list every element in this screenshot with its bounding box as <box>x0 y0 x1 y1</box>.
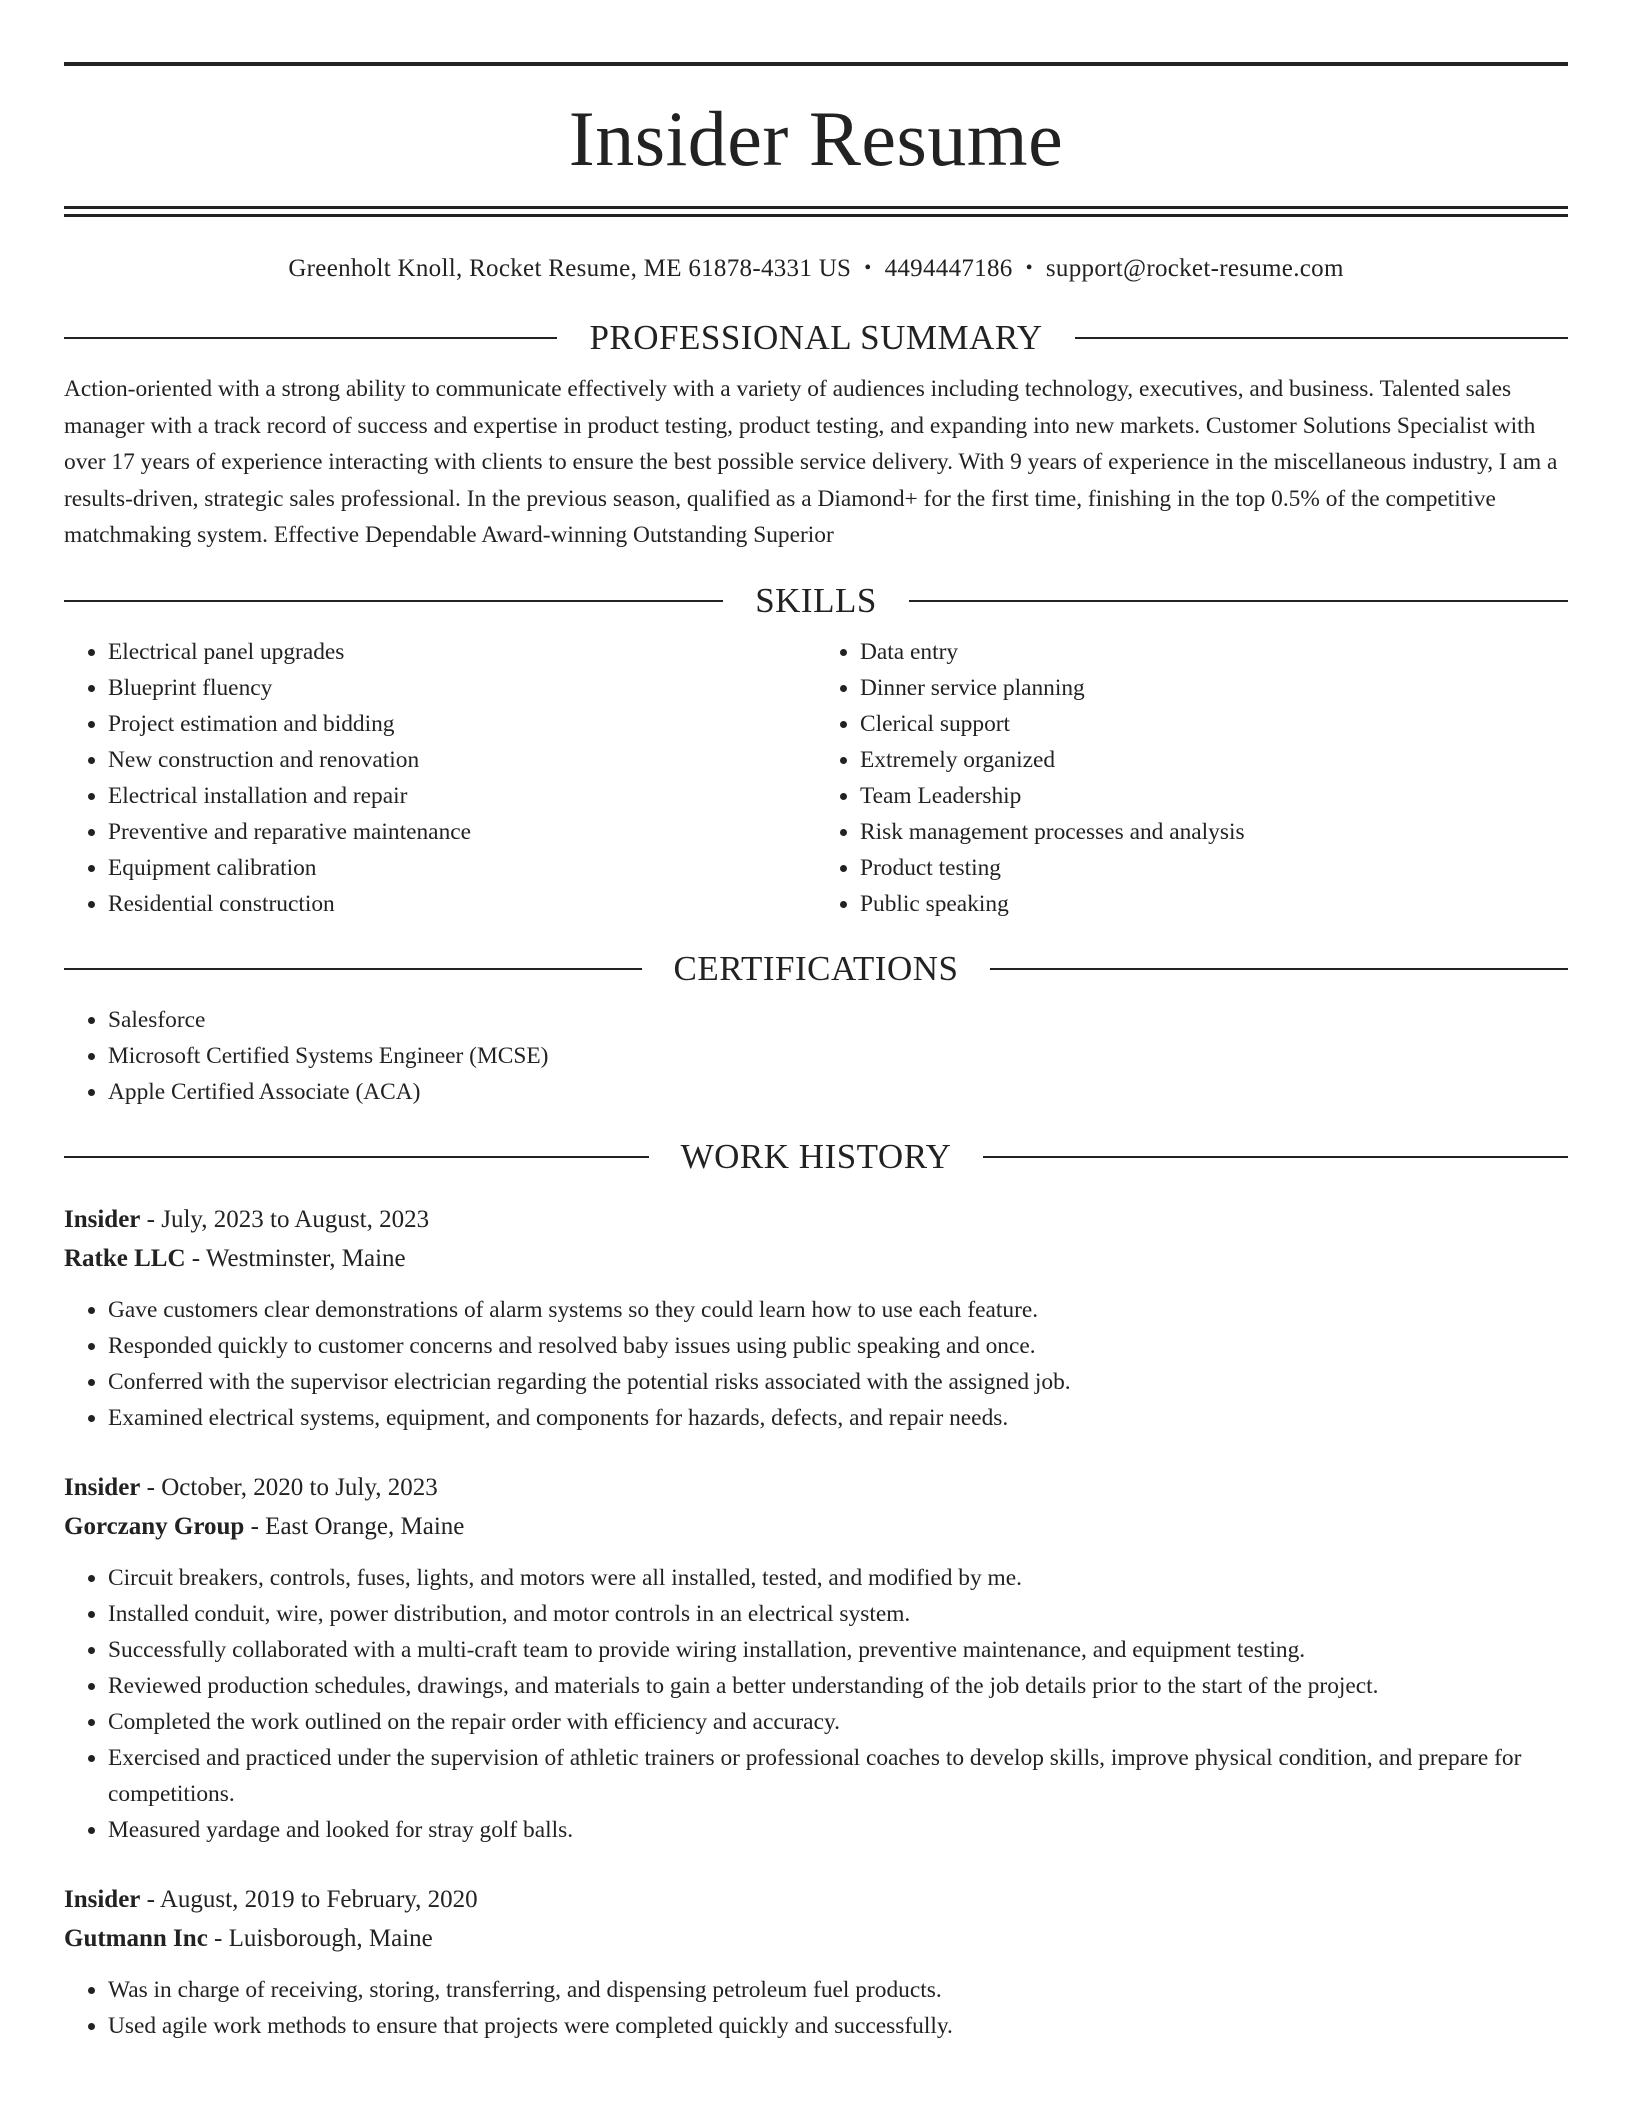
job-company-line <box>64 1239 1568 1278</box>
skill-item: • Extremely organized <box>860 742 1568 778</box>
job-company-line <box>64 1507 1568 1546</box>
section-title: SKILLS <box>755 580 877 620</box>
job-entry <box>64 1468 1568 1848</box>
resume-page <box>64 0 1568 2044</box>
name-double-rule <box>64 206 1568 217</box>
section-heading-certifications <box>64 948 1568 990</box>
job-bullets <box>64 1972 1568 2044</box>
job-bullets <box>64 1560 1568 1848</box>
skill-item: • Preventive and reparative maintenance <box>108 814 816 850</box>
job-company: Ratke LLC <box>64 1244 186 1272</box>
contact-line <box>64 255 1568 283</box>
contact-phone: 4494447186 <box>884 255 1013 282</box>
skill-item: • Blueprint fluency <box>108 670 816 706</box>
heading-rule <box>990 968 1568 970</box>
skill-item: • Data entry <box>860 634 1568 670</box>
job-bullets <box>64 1292 1568 1436</box>
section-title: WORK HISTORY <box>680 1136 952 1176</box>
certifications-list <box>64 1002 1568 1110</box>
skill-item: • Product testing <box>860 850 1568 886</box>
job-dates: - October, 2020 to July, 2023 <box>140 1473 438 1501</box>
skills-list-right <box>816 634 1568 922</box>
job-bullet: • Examined electrical systems, equipment, and components for hazards, defects, and repair needs. <box>108 1400 1568 1436</box>
section-heading-summary <box>64 317 1568 359</box>
job-dates: - August, 2019 to February, 2020 <box>140 1885 478 1913</box>
section-title: CERTIFICATIONS <box>673 948 959 988</box>
skill-item: • Residential construction <box>108 886 816 922</box>
job-role: Insider <box>64 1205 141 1233</box>
job-bullet: • Installed conduit, wire, power distribution, and motor controls in an electrical system. <box>108 1596 1568 1632</box>
skill-item: • Electrical installation and repair <box>108 778 816 814</box>
section-title: PROFESSIONAL SUMMARY <box>589 318 1043 357</box>
skill-item: • Risk management processes and analysis <box>860 814 1568 850</box>
skills-list-left <box>64 634 816 922</box>
job-title-line <box>64 1200 1568 1239</box>
job-title-line <box>64 1468 1568 1507</box>
job-entry <box>64 1880 1568 2044</box>
job-role: Insider <box>64 1885 141 1913</box>
resume-name: Insider Resume <box>568 95 1064 182</box>
job-location: - Luisborough, Maine <box>207 1924 433 1952</box>
skill-item: • Dinner service planning <box>860 670 1568 706</box>
job-role: Insider <box>64 1473 141 1501</box>
job-bullet: • Circuit breakers, controls, fuses, lights, and motors were all installed, tested, and modified by me. <box>108 1560 1568 1596</box>
job-bullet: • Reviewed production schedules, drawings, and materials to gain a better understanding of the job details prior to the start of the project. <box>108 1668 1568 1704</box>
heading-rule <box>64 1156 649 1158</box>
section-heading-skills <box>64 580 1568 622</box>
job-bullet: • Exercised and practiced under the supervision of athletic trainers or professional coaches to develop skills, improve physical condition, and prepare for competitions. <box>108 1740 1568 1812</box>
job-bullet: • Responded quickly to customer concerns and resolved baby issues using public speaking and once. <box>108 1328 1568 1364</box>
skill-item: • Clerical support <box>860 706 1568 742</box>
contact-email: support@rocket-resume.com <box>1045 255 1344 282</box>
job-bullet: • Was in charge of receiving, storing, transferring, and dispensing petroleum fuel products. <box>108 1972 1568 2008</box>
job-location: - East Orange, Maine <box>244 1512 465 1540</box>
skill-item: • Public speaking <box>860 886 1568 922</box>
job-bullet: • Successfully collaborated with a multi-craft team to provide wiring installation, preventive maintenance, and equipment testing. <box>108 1632 1568 1668</box>
skills-columns <box>64 634 1568 922</box>
job-bullet: • Used agile work methods to ensure that projects were completed quickly and successfully. <box>108 2008 1568 2044</box>
top-rule <box>64 62 1568 66</box>
certification-item: • Apple Certified Associate (ACA) <box>108 1074 1568 1110</box>
heading-rule <box>909 600 1568 602</box>
job-entry <box>64 1200 1568 1436</box>
contact-separator: • <box>864 257 872 279</box>
job-dates: - July, 2023 to August, 2023 <box>140 1205 430 1233</box>
job-company-line <box>64 1919 1568 1958</box>
heading-rule <box>64 600 723 602</box>
heading-rule <box>1075 337 1568 339</box>
job-bullet: • Conferred with the supervisor electrician regarding the potential risks associated with the assigned job. <box>108 1364 1568 1400</box>
job-bullet: • Gave customers clear demonstrations of alarm systems so they could learn how to use each feature. <box>108 1292 1568 1328</box>
heading-rule <box>983 1156 1568 1158</box>
job-title-line <box>64 1880 1568 1919</box>
contact-separator: • <box>1025 257 1033 279</box>
heading-rule <box>64 968 642 970</box>
job-bullet: • Measured yardage and looked for stray golf balls. <box>108 1812 1568 1848</box>
job-location: - Westminster, Maine <box>185 1244 406 1272</box>
skill-item: • Team Leadership <box>860 778 1568 814</box>
job-company: Gorczany Group <box>64 1512 245 1540</box>
certification-item: • Salesforce <box>108 1002 1568 1038</box>
contact-address: Greenholt Knoll, Rocket Resume, ME 61878-4331 US <box>288 255 852 282</box>
job-company: Gutmann Inc <box>64 1924 208 1952</box>
heading-rule <box>64 337 557 339</box>
skill-item: • New construction and renovation <box>108 742 816 778</box>
skill-item: • Equipment calibration <box>108 850 816 886</box>
skill-item: • Project estimation and bidding <box>108 706 816 742</box>
certification-item: • Microsoft Certified Systems Engineer (MCSE) <box>108 1038 1568 1074</box>
summary-text: Action-oriented with a strong ability to communicate effectively with a variety of audiences including technology, executives, and business. Talented sales manager with a track record of success and expertise in product testing, product testing, and expanding into new markets. Customer Solutions Specialist with over 17 years of experience interacting with clients to ensure the best possible service delivery. With 9 years of experience in the miscellaneous industry, I am a results-driven, strategic sales professional. In the previous season, qualified as a Diamond+ for the first time, finishing in the top 0.5% of the competitive matchmaking system. Effective Dependable Award-winning Outstanding Superior <box>64 376 1558 548</box>
section-heading-work-history <box>64 1136 1568 1178</box>
skill-item: • Electrical panel upgrades <box>108 634 816 670</box>
job-bullet: • Completed the work outlined on the repair order with efficiency and accuracy. <box>108 1704 1568 1740</box>
